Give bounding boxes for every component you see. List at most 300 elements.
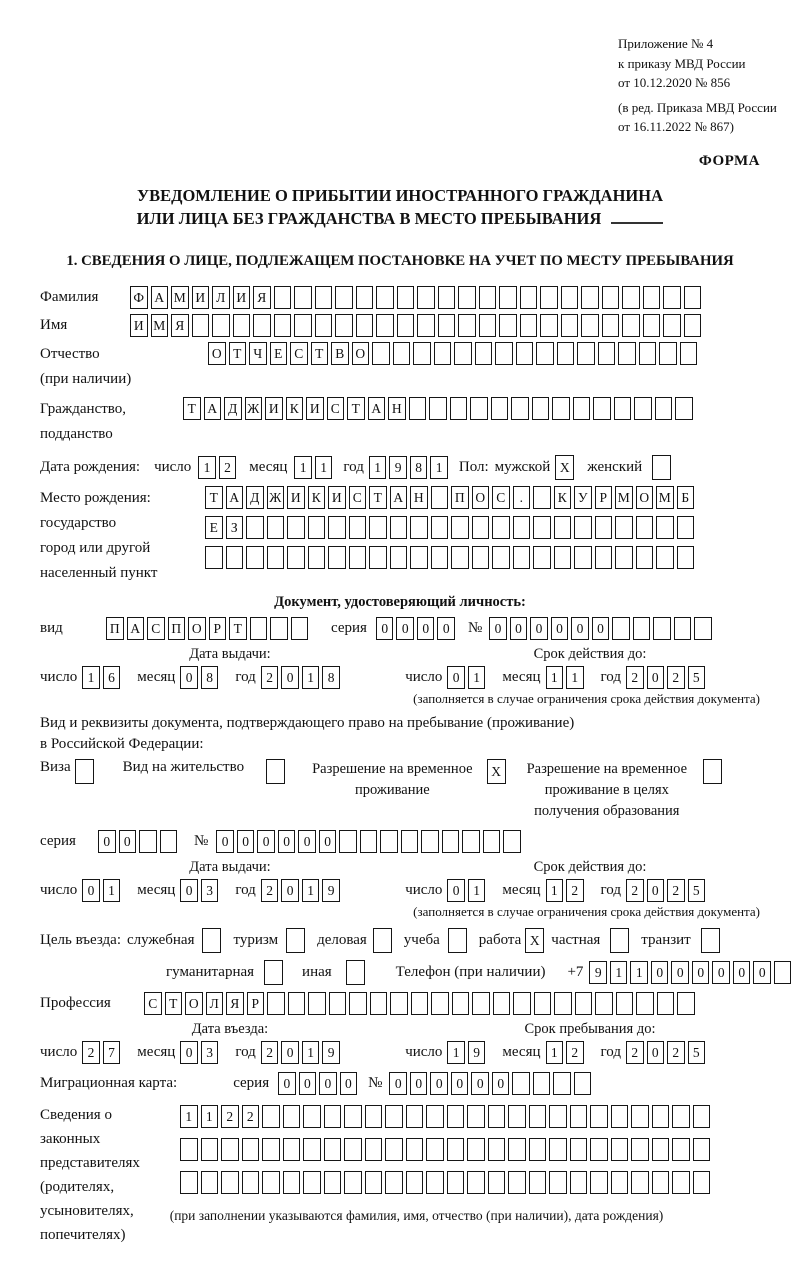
- char-box[interactable]: А: [204, 397, 222, 420]
- char-box[interactable]: [454, 342, 472, 365]
- char-box[interactable]: [529, 1171, 547, 1194]
- char-box[interactable]: [442, 830, 460, 853]
- char-box[interactable]: [532, 397, 550, 420]
- char-box[interactable]: [611, 1171, 629, 1194]
- char-box[interactable]: 0: [319, 830, 337, 853]
- char-box[interactable]: Ж: [245, 397, 263, 420]
- char-box[interactable]: [212, 314, 230, 337]
- char-box[interactable]: [75, 759, 94, 784]
- char-box[interactable]: [633, 617, 651, 640]
- char-box[interactable]: 0: [298, 830, 316, 853]
- char-box[interactable]: А: [127, 617, 145, 640]
- char-box[interactable]: [370, 992, 388, 1015]
- char-box[interactable]: 0: [530, 617, 548, 640]
- char-box[interactable]: 2: [261, 879, 279, 902]
- char-box[interactable]: [653, 617, 671, 640]
- char-box[interactable]: [693, 1105, 711, 1128]
- char-box[interactable]: [397, 286, 415, 309]
- char-box[interactable]: А: [151, 286, 169, 309]
- char-box[interactable]: 0: [447, 666, 465, 689]
- char-box[interactable]: [180, 1138, 198, 1161]
- char-box[interactable]: [315, 286, 333, 309]
- char-box[interactable]: [581, 286, 599, 309]
- char-box[interactable]: [413, 342, 431, 365]
- char-box[interactable]: X: [487, 759, 506, 784]
- char-box[interactable]: [612, 617, 630, 640]
- char-box[interactable]: [283, 1138, 301, 1161]
- char-box[interactable]: О: [208, 342, 226, 365]
- char-box[interactable]: 2: [566, 1041, 584, 1064]
- char-box[interactable]: [554, 546, 572, 569]
- char-box[interactable]: [570, 1138, 588, 1161]
- char-box[interactable]: [380, 830, 398, 853]
- char-box[interactable]: [577, 342, 595, 365]
- char-box[interactable]: 0: [257, 830, 275, 853]
- char-box[interactable]: М: [151, 314, 169, 337]
- char-box[interactable]: [611, 1105, 629, 1128]
- char-box[interactable]: [242, 1138, 260, 1161]
- char-box[interactable]: [590, 1105, 608, 1128]
- char-box[interactable]: [529, 1138, 547, 1161]
- char-box[interactable]: [533, 1072, 551, 1095]
- char-box[interactable]: 0: [753, 961, 771, 984]
- char-box[interactable]: [447, 1105, 465, 1128]
- char-box[interactable]: 2: [626, 666, 644, 689]
- char-box[interactable]: 9: [322, 879, 340, 902]
- char-box[interactable]: [431, 992, 449, 1015]
- char-box[interactable]: 0: [592, 617, 610, 640]
- char-box[interactable]: 0: [376, 617, 394, 640]
- char-box[interactable]: А: [390, 486, 408, 509]
- char-box[interactable]: [677, 992, 695, 1015]
- char-box[interactable]: [663, 314, 681, 337]
- char-box[interactable]: К: [286, 397, 304, 420]
- char-box[interactable]: [267, 992, 285, 1015]
- char-box[interactable]: [492, 516, 510, 539]
- char-box[interactable]: Е: [205, 516, 223, 539]
- char-box[interactable]: [349, 992, 367, 1015]
- char-box[interactable]: Р: [209, 617, 227, 640]
- char-box[interactable]: И: [265, 397, 283, 420]
- char-box[interactable]: [557, 342, 575, 365]
- char-box[interactable]: X: [525, 928, 544, 953]
- char-box[interactable]: [431, 516, 449, 539]
- char-box[interactable]: [458, 286, 476, 309]
- char-box[interactable]: Е: [270, 342, 288, 365]
- char-box[interactable]: 1: [315, 456, 333, 479]
- char-box[interactable]: [529, 1105, 547, 1128]
- char-box[interactable]: [581, 314, 599, 337]
- char-box[interactable]: [657, 992, 675, 1015]
- char-box[interactable]: 6: [103, 666, 121, 689]
- char-box[interactable]: [614, 397, 632, 420]
- char-box[interactable]: [499, 286, 517, 309]
- char-box[interactable]: 0: [489, 617, 507, 640]
- char-box[interactable]: С: [327, 397, 345, 420]
- char-box[interactable]: 1: [369, 456, 387, 479]
- char-box[interactable]: 8: [201, 666, 219, 689]
- char-box[interactable]: [349, 516, 367, 539]
- char-box[interactable]: 1: [546, 666, 564, 689]
- char-box[interactable]: [511, 397, 529, 420]
- char-box[interactable]: 0: [647, 666, 665, 689]
- char-box[interactable]: [488, 1105, 506, 1128]
- char-box[interactable]: 2: [667, 879, 685, 902]
- char-box[interactable]: 1: [302, 666, 320, 689]
- char-box[interactable]: [303, 1138, 321, 1161]
- char-box[interactable]: 1: [82, 666, 100, 689]
- char-box[interactable]: Ф: [130, 286, 148, 309]
- char-box[interactable]: Н: [388, 397, 406, 420]
- char-box[interactable]: 0: [278, 830, 296, 853]
- char-box[interactable]: [622, 286, 640, 309]
- char-box[interactable]: [598, 342, 616, 365]
- char-box[interactable]: [369, 516, 387, 539]
- char-box[interactable]: [636, 992, 654, 1015]
- char-box[interactable]: [492, 546, 510, 569]
- char-box[interactable]: И: [306, 397, 324, 420]
- char-box[interactable]: [611, 1138, 629, 1161]
- char-box[interactable]: [475, 342, 493, 365]
- char-box[interactable]: [549, 1171, 567, 1194]
- char-box[interactable]: [286, 928, 305, 953]
- char-box[interactable]: О: [185, 992, 203, 1015]
- char-box[interactable]: [246, 546, 264, 569]
- char-box[interactable]: [513, 992, 531, 1015]
- char-box[interactable]: [488, 1138, 506, 1161]
- char-box[interactable]: [452, 992, 470, 1015]
- char-box[interactable]: [139, 830, 157, 853]
- char-box[interactable]: [652, 1138, 670, 1161]
- char-box[interactable]: 0: [492, 1072, 510, 1095]
- char-box[interactable]: [192, 314, 210, 337]
- char-box[interactable]: [451, 546, 469, 569]
- char-box[interactable]: 0: [180, 1041, 198, 1064]
- char-box[interactable]: Ж: [267, 486, 285, 509]
- char-box[interactable]: [376, 286, 394, 309]
- char-box[interactable]: [221, 1171, 239, 1194]
- char-box[interactable]: [472, 992, 490, 1015]
- char-box[interactable]: 1: [630, 961, 648, 984]
- char-box[interactable]: [533, 516, 551, 539]
- char-box[interactable]: 0: [447, 879, 465, 902]
- char-box[interactable]: [409, 397, 427, 420]
- char-box[interactable]: [226, 546, 244, 569]
- char-box[interactable]: [434, 342, 452, 365]
- char-box[interactable]: [634, 397, 652, 420]
- char-box[interactable]: [677, 516, 695, 539]
- char-box[interactable]: [365, 1171, 383, 1194]
- char-box[interactable]: [677, 546, 695, 569]
- char-box[interactable]: [274, 314, 292, 337]
- char-box[interactable]: [508, 1105, 526, 1128]
- char-box[interactable]: [472, 516, 490, 539]
- char-box[interactable]: [674, 617, 692, 640]
- char-box[interactable]: [328, 516, 346, 539]
- char-box[interactable]: [508, 1138, 526, 1161]
- char-box[interactable]: [639, 342, 657, 365]
- char-box[interactable]: [344, 1171, 362, 1194]
- char-box[interactable]: 0: [451, 1072, 469, 1095]
- char-box[interactable]: [540, 314, 558, 337]
- char-box[interactable]: [246, 516, 264, 539]
- char-box[interactable]: 8: [410, 456, 428, 479]
- char-box[interactable]: 0: [119, 830, 137, 853]
- char-box[interactable]: [590, 1138, 608, 1161]
- char-box[interactable]: [356, 286, 374, 309]
- char-box[interactable]: [694, 617, 712, 640]
- char-box[interactable]: 1: [610, 961, 628, 984]
- char-box[interactable]: [346, 960, 365, 985]
- char-box[interactable]: Р: [247, 992, 265, 1015]
- char-box[interactable]: [411, 992, 429, 1015]
- char-box[interactable]: П: [106, 617, 124, 640]
- char-box[interactable]: [410, 546, 428, 569]
- char-box[interactable]: [303, 1171, 321, 1194]
- char-box[interactable]: [536, 342, 554, 365]
- char-box[interactable]: [684, 314, 702, 337]
- char-box[interactable]: [160, 830, 178, 853]
- char-box[interactable]: X: [555, 455, 574, 480]
- char-box[interactable]: [406, 1138, 424, 1161]
- char-box[interactable]: Т: [165, 992, 183, 1015]
- char-box[interactable]: [602, 286, 620, 309]
- char-box[interactable]: [349, 546, 367, 569]
- char-box[interactable]: 2: [626, 1041, 644, 1064]
- char-box[interactable]: 0: [410, 1072, 428, 1095]
- char-box[interactable]: [385, 1138, 403, 1161]
- char-box[interactable]: С: [492, 486, 510, 509]
- char-box[interactable]: [431, 546, 449, 569]
- char-box[interactable]: [513, 516, 531, 539]
- char-box[interactable]: Т: [311, 342, 329, 365]
- char-box[interactable]: [390, 992, 408, 1015]
- char-box[interactable]: 5: [688, 666, 706, 689]
- char-box[interactable]: [315, 314, 333, 337]
- char-box[interactable]: А: [368, 397, 386, 420]
- char-box[interactable]: [643, 314, 661, 337]
- char-box[interactable]: Р: [595, 486, 613, 509]
- char-box[interactable]: [618, 342, 636, 365]
- char-box[interactable]: 0: [437, 617, 455, 640]
- char-box[interactable]: 1: [566, 666, 584, 689]
- char-box[interactable]: [495, 342, 513, 365]
- char-box[interactable]: [393, 342, 411, 365]
- char-box[interactable]: [652, 455, 671, 480]
- char-box[interactable]: [672, 1171, 690, 1194]
- char-box[interactable]: [631, 1105, 649, 1128]
- char-box[interactable]: [356, 314, 374, 337]
- char-box[interactable]: 0: [571, 617, 589, 640]
- char-box[interactable]: [590, 1171, 608, 1194]
- char-box[interactable]: [262, 1105, 280, 1128]
- char-box[interactable]: [447, 1138, 465, 1161]
- char-box[interactable]: [365, 1105, 383, 1128]
- char-box[interactable]: 2: [566, 879, 584, 902]
- char-box[interactable]: [360, 830, 378, 853]
- char-box[interactable]: [180, 1171, 198, 1194]
- char-box[interactable]: [426, 1138, 444, 1161]
- char-box[interactable]: 0: [430, 1072, 448, 1095]
- char-box[interactable]: [308, 992, 326, 1015]
- char-box[interactable]: [593, 397, 611, 420]
- char-box[interactable]: 1: [198, 456, 216, 479]
- char-box[interactable]: [553, 1072, 571, 1095]
- char-box[interactable]: 3: [201, 1041, 219, 1064]
- char-box[interactable]: [520, 314, 538, 337]
- char-box[interactable]: [684, 286, 702, 309]
- char-box[interactable]: 2: [221, 1105, 239, 1128]
- char-box[interactable]: 0: [340, 1072, 358, 1095]
- char-box[interactable]: .: [513, 486, 531, 509]
- char-box[interactable]: М: [656, 486, 674, 509]
- char-box[interactable]: [703, 759, 722, 784]
- char-box[interactable]: [672, 1105, 690, 1128]
- char-box[interactable]: Л: [212, 286, 230, 309]
- char-box[interactable]: [417, 314, 435, 337]
- char-box[interactable]: [570, 1105, 588, 1128]
- char-box[interactable]: Т: [229, 617, 247, 640]
- char-box[interactable]: П: [168, 617, 186, 640]
- char-box[interactable]: [503, 830, 521, 853]
- char-box[interactable]: [328, 546, 346, 569]
- char-box[interactable]: [201, 1138, 219, 1161]
- char-box[interactable]: [262, 1171, 280, 1194]
- char-box[interactable]: [264, 960, 283, 985]
- char-box[interactable]: [344, 1138, 362, 1161]
- char-box[interactable]: [344, 1105, 362, 1128]
- char-box[interactable]: А: [226, 486, 244, 509]
- char-box[interactable]: [324, 1171, 342, 1194]
- char-box[interactable]: 0: [733, 961, 751, 984]
- char-box[interactable]: [595, 546, 613, 569]
- char-box[interactable]: К: [554, 486, 572, 509]
- char-box[interactable]: 2: [82, 1041, 100, 1064]
- char-box[interactable]: [520, 286, 538, 309]
- char-box[interactable]: [447, 1171, 465, 1194]
- char-box[interactable]: С: [349, 486, 367, 509]
- char-box[interactable]: [533, 546, 551, 569]
- char-box[interactable]: 0: [647, 1041, 665, 1064]
- char-box[interactable]: 0: [551, 617, 569, 640]
- char-box[interactable]: [561, 314, 579, 337]
- char-box[interactable]: [552, 397, 570, 420]
- char-box[interactable]: [270, 617, 288, 640]
- char-box[interactable]: 2: [261, 666, 279, 689]
- char-box[interactable]: [675, 397, 693, 420]
- char-box[interactable]: 9: [468, 1041, 486, 1064]
- char-box[interactable]: [574, 516, 592, 539]
- char-box[interactable]: [205, 546, 223, 569]
- char-box[interactable]: [659, 342, 677, 365]
- char-box[interactable]: [467, 1138, 485, 1161]
- char-box[interactable]: 1: [302, 879, 320, 902]
- char-box[interactable]: [479, 314, 497, 337]
- char-box[interactable]: 0: [417, 617, 435, 640]
- char-box[interactable]: О: [352, 342, 370, 365]
- char-box[interactable]: М: [615, 486, 633, 509]
- char-box[interactable]: [438, 286, 456, 309]
- char-box[interactable]: 0: [651, 961, 669, 984]
- char-box[interactable]: 1: [546, 1041, 564, 1064]
- char-box[interactable]: 0: [98, 830, 116, 853]
- char-box[interactable]: Б: [677, 486, 695, 509]
- char-box[interactable]: 8: [322, 666, 340, 689]
- char-box[interactable]: [631, 1171, 649, 1194]
- char-box[interactable]: 0: [281, 666, 299, 689]
- char-box[interactable]: 0: [278, 1072, 296, 1095]
- char-box[interactable]: [324, 1138, 342, 1161]
- char-box[interactable]: И: [328, 486, 346, 509]
- char-box[interactable]: [561, 286, 579, 309]
- char-box[interactable]: [339, 830, 357, 853]
- char-box[interactable]: [426, 1171, 444, 1194]
- char-box[interactable]: 0: [82, 879, 100, 902]
- char-box[interactable]: [421, 830, 439, 853]
- char-box[interactable]: [615, 546, 633, 569]
- char-box[interactable]: П: [451, 486, 469, 509]
- char-box[interactable]: [406, 1171, 424, 1194]
- char-box[interactable]: [652, 1171, 670, 1194]
- char-box[interactable]: 1: [302, 1041, 320, 1064]
- char-box[interactable]: [499, 314, 517, 337]
- char-box[interactable]: 2: [261, 1041, 279, 1064]
- char-box[interactable]: 0: [180, 879, 198, 902]
- char-box[interactable]: 9: [322, 1041, 340, 1064]
- char-box[interactable]: С: [290, 342, 308, 365]
- char-box[interactable]: [448, 928, 467, 953]
- char-box[interactable]: [549, 1138, 567, 1161]
- char-box[interactable]: [467, 1171, 485, 1194]
- char-box[interactable]: [438, 314, 456, 337]
- char-box[interactable]: 0: [237, 830, 255, 853]
- char-box[interactable]: [656, 546, 674, 569]
- char-box[interactable]: [491, 397, 509, 420]
- char-box[interactable]: 9: [589, 961, 607, 984]
- char-box[interactable]: Я: [171, 314, 189, 337]
- char-box[interactable]: [335, 314, 353, 337]
- char-box[interactable]: З: [226, 516, 244, 539]
- char-box[interactable]: [595, 992, 613, 1015]
- char-box[interactable]: [283, 1171, 301, 1194]
- char-box[interactable]: И: [287, 486, 305, 509]
- char-box[interactable]: Т: [205, 486, 223, 509]
- char-box[interactable]: М: [171, 286, 189, 309]
- char-box[interactable]: 0: [712, 961, 730, 984]
- char-box[interactable]: [549, 1105, 567, 1128]
- char-box[interactable]: [458, 314, 476, 337]
- char-box[interactable]: [429, 397, 447, 420]
- char-box[interactable]: 3: [201, 879, 219, 902]
- char-box[interactable]: [451, 516, 469, 539]
- char-box[interactable]: [287, 516, 305, 539]
- char-box[interactable]: [267, 546, 285, 569]
- char-box[interactable]: [372, 342, 390, 365]
- char-box[interactable]: [508, 1171, 526, 1194]
- char-box[interactable]: [406, 1105, 424, 1128]
- char-box[interactable]: [390, 546, 408, 569]
- char-box[interactable]: 0: [299, 1072, 317, 1095]
- char-box[interactable]: [672, 1138, 690, 1161]
- char-box[interactable]: [656, 516, 674, 539]
- char-box[interactable]: [554, 992, 572, 1015]
- char-box[interactable]: Т: [347, 397, 365, 420]
- char-box[interactable]: [622, 314, 640, 337]
- char-box[interactable]: 1: [447, 1041, 465, 1064]
- char-box[interactable]: [631, 1138, 649, 1161]
- char-box[interactable]: [636, 546, 654, 569]
- char-box[interactable]: И: [192, 286, 210, 309]
